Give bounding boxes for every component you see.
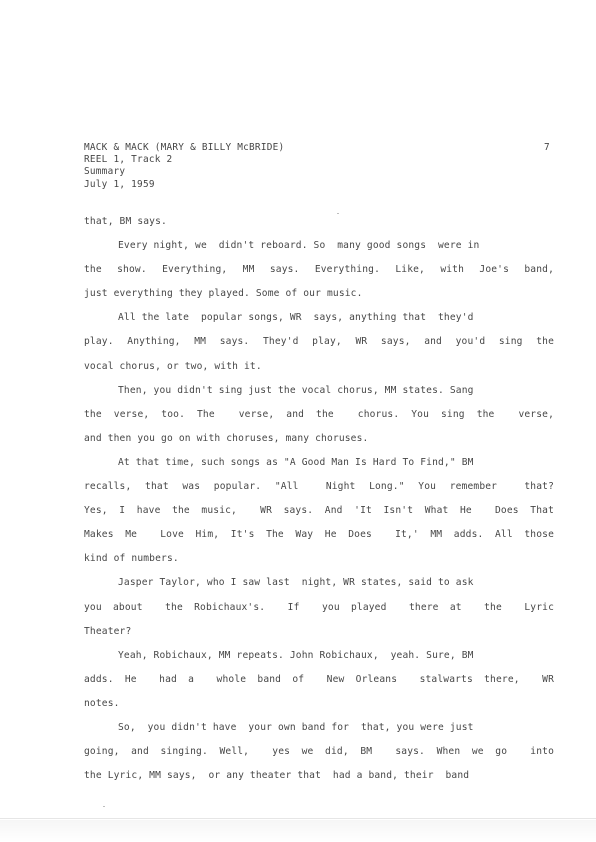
- header-date: July 1, 1959: [84, 178, 155, 190]
- transcript-body: [84, 210, 554, 788]
- text-line: Yes, I have the music, WR says. And 'It Isn't What He Does That: [84, 505, 554, 517]
- text-line: adds. He had a whole band of New Orleans stalwarts there, WR: [84, 673, 554, 685]
- text-line: that, BM says.: [84, 216, 167, 227]
- text-line: At that time, such songs as "A Good Man Is Hard To Find," BM: [118, 456, 474, 468]
- text-line: going, and singing. Well, yes we did, BM says. When we go into: [84, 746, 554, 758]
- text-line: Yeah, Robichaux, MM repeats. John Robichaux, yeah. Sure, BM: [118, 649, 474, 661]
- scan-speck: [337, 213, 339, 214]
- page-edge-shade: [0, 820, 596, 842]
- text-line: So, you didn't have your own band for that, you were just: [118, 721, 474, 733]
- text-line: Theater?: [84, 625, 132, 637]
- text-line: All the late popular songs, WR says, anything that they'd: [118, 312, 474, 324]
- header-doc-type: Summary: [84, 166, 126, 178]
- text-line: Then, you didn't sing just the vocal chorus, MM states. Sang: [118, 384, 474, 396]
- text-line: the Lyric, MM says, or any theater that had a band, their band: [84, 770, 470, 782]
- header-reel: REEL 1, Track 2: [84, 154, 173, 166]
- text-line: recalls, that was popular. "All Night Long." You remember that?: [84, 481, 554, 493]
- text-line: notes.: [84, 697, 120, 709]
- text-line: kind of numbers.: [84, 553, 179, 565]
- page-number: 7: [544, 142, 550, 153]
- text-line: Every night, we didn't reboard. So many good songs were in: [118, 240, 480, 252]
- text-line: the verse, too. The verse, and the chorus. You sing the verse,: [84, 408, 554, 420]
- text-line: Jasper Taylor, who I saw last night, WR states, said to ask: [118, 577, 474, 589]
- text-line: and then you go on with choruses, many choruses.: [84, 432, 369, 444]
- text-line: just everything they played. Some of our music.: [84, 288, 363, 300]
- scan-speck: [103, 806, 105, 807]
- text-line: you about the Robichaux's. If you played there at the Lyric: [84, 601, 554, 613]
- header-title: MACK & MACK (MARY & BILLY McBRIDE): [84, 142, 285, 153]
- text-line: Makes Me Love Him, It's The Way He Does It,' MM adds. All those: [84, 529, 554, 541]
- text-line: the show. Everything, MM says. Everything. Like, with Joe's band,: [84, 264, 554, 276]
- text-line: vocal chorus, or two, with it.: [84, 360, 262, 372]
- page-edge-line: [0, 818, 596, 819]
- page-header: [84, 142, 554, 191]
- text-line: play. Anything, MM says. They'd play, WR says, and you'd sing the: [84, 336, 554, 348]
